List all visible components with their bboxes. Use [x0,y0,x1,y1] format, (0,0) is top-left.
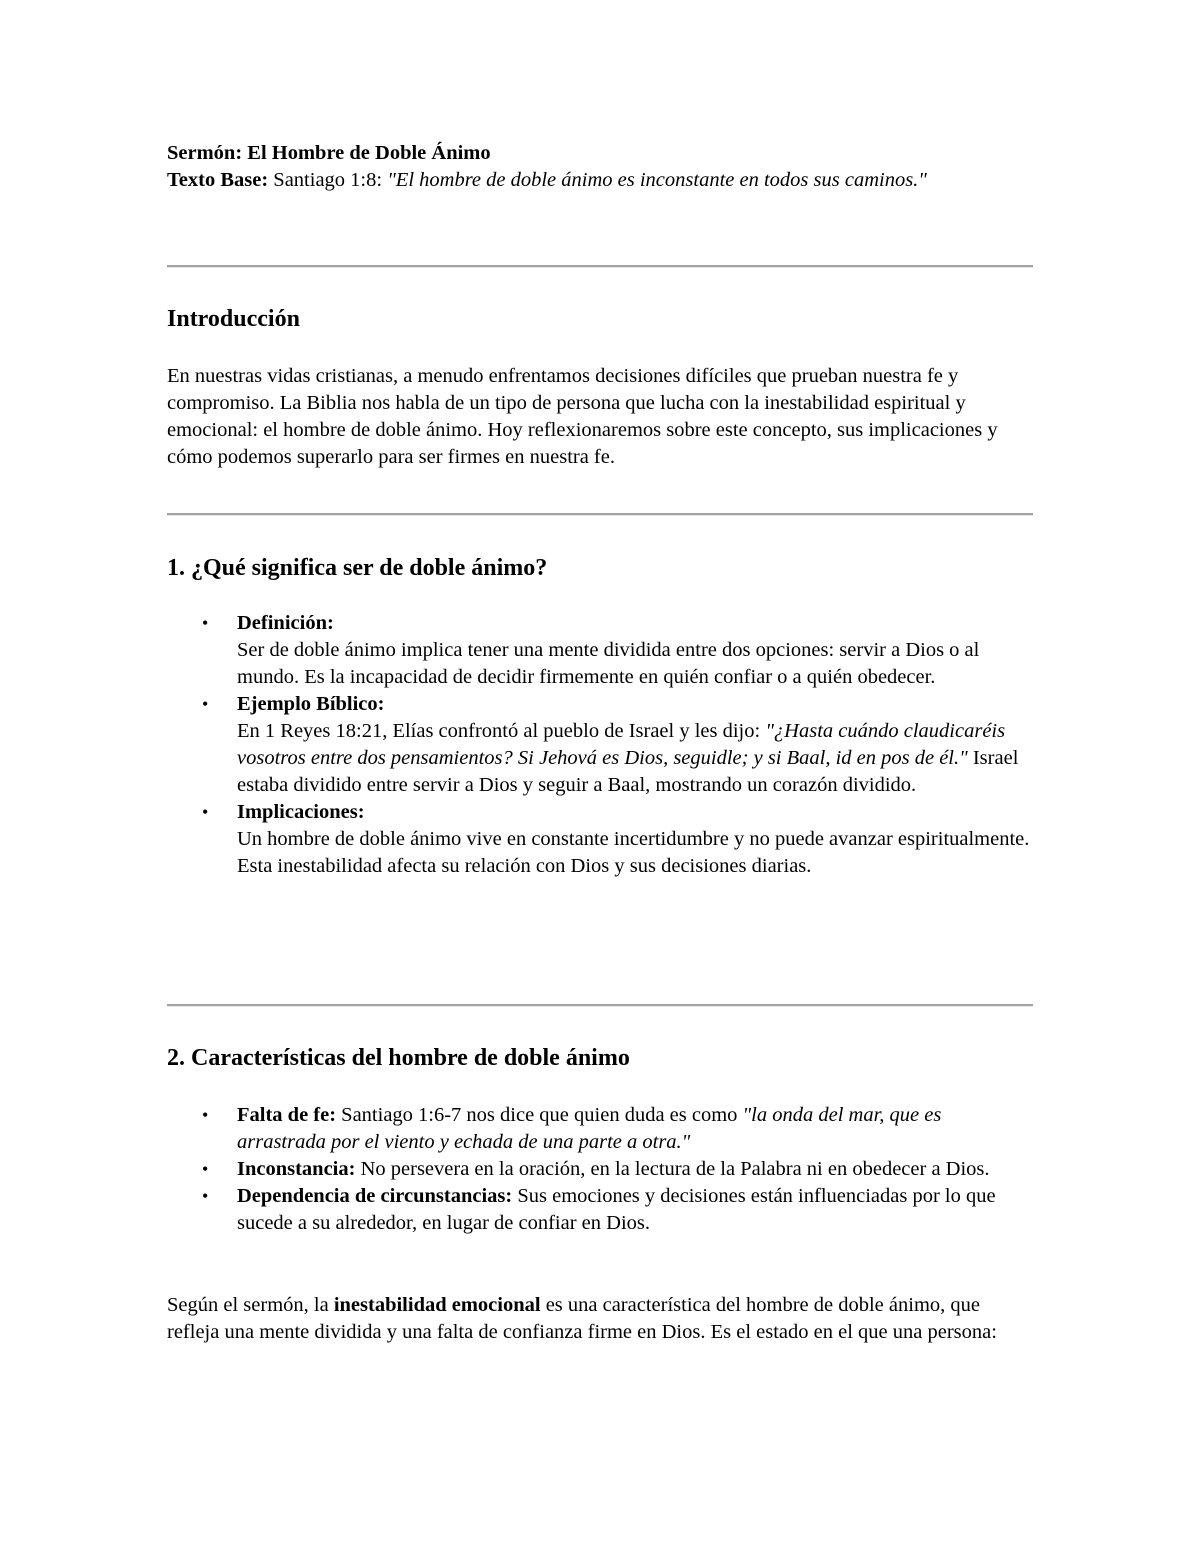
list-item-definicion [167,610,1035,691]
desc-ejemplo [237,718,1035,799]
desc-ejemplo-before: En 1 Reyes 18:21, Elías confrontó al pueblo de Israel y les dijo: [237,720,766,742]
bullet-icon: • [202,1186,209,1206]
sermon-title-label: Sermón: [167,142,243,164]
section1-heading: 1. ¿Qué significa ser de doble ánimo? [167,555,548,581]
list-item-inconstancia [167,1156,1035,1183]
section2-heading: 2. Características del hombre de doble ánimo [167,1045,630,1071]
bullet-icon: • [202,613,209,633]
section1-list [167,610,1035,880]
intro-paragraph: En nuestras vidas cristianas, a menudo enfrentamos decisiones difíciles que prueban nuestra fe y compromiso. La Biblia nos habla de un tipo de persona que lucha con la inestabilidad espiritual y emocional: el hombre de doble ánimo. Hoy reflexionaremos sobre este concepto, sus implicaciones y cómo podemos superarlo para ser firmes en nuestra fe. [167,365,998,468]
closing-bold: inestabilidad emocional [333,1294,541,1316]
closing-before: Según el sermón, la [167,1294,334,1316]
base-text-label: Texto Base: [167,169,269,191]
desc-implicaciones: Un hombre de doble ánimo vive en constante incertidumbre y no puede avanzar espiritualmente. Esta inestabilidad afecta su relación con Dios y sus decisiones diarias. [237,828,1030,877]
intro-heading: Introducción [167,306,300,332]
base-text-quote: "El hombre de doble ánimo es inconstante en todos sus caminos." [387,169,927,191]
sermon-title [167,140,1035,167]
base-text-reference: Santiago 1:8: [268,169,388,191]
sermon-title-text: El Hombre de Doble Ánimo [242,142,491,164]
section2-list [167,1102,1035,1237]
divider-2 [167,513,1033,516]
bullet-icon: • [202,1159,209,1179]
term-inconstancia: Inconstancia: [237,1158,356,1180]
desc-inconstancia: No persevera en la oración, en la lectura de la Palabra ni en obedecer a Dios. [355,1158,990,1180]
desc-falta-de-fe: Santiago 1:6-7 nos dice que quien duda es como [336,1104,743,1126]
closing-after: es una característica del hombre de doble ánimo, que refleja una mente dividida y una falta de confianza firme en Dios. Es el estado en el que una persona: [167,1294,997,1343]
list-item-ejemplo [167,691,1035,799]
desc-ejemplo-after: Israel estaba dividido entre servir a Dios y seguir a Baal, mostrando un corazón dividido. [237,747,1019,796]
base-text [167,167,1035,194]
term-definicion: Definición: [237,612,334,634]
term-ejemplo: Ejemplo Bíblico: [237,693,385,715]
term-dependencia: Dependencia de circunstancias: [237,1185,513,1207]
list-item-falta-de-fe [167,1102,1035,1156]
term-falta-de-fe: Falta de fe: [237,1104,337,1126]
closing-paragraph [167,1292,1035,1346]
bullet-icon: • [202,1105,209,1125]
divider-3 [167,1004,1033,1007]
desc-ejemplo-quote: "¿Hasta cuándo claudicaréis vosotros entre dos pensamientos? Si Jehová es Dios, seguidle; y si Baal, id en pos de él." [237,720,1006,769]
list-item-implicaciones [167,799,1035,880]
bullet-icon: • [202,694,209,714]
desc-falta-de-fe-quote: "la onda del mar, que es arrastrada por el viento y echada de una parte a otra." [237,1104,942,1153]
list-item-dependencia [167,1183,1035,1237]
sermon-header [167,140,1035,194]
term-implicaciones: Implicaciones: [237,801,365,823]
desc-dependencia: Sus emociones y decisiones están influenciadas por lo que sucede a su alrededor, en lugar de confiar en Dios. [237,1185,996,1234]
desc-definicion: Ser de doble ánimo implica tener una mente dividida entre dos opciones: servir a Dios o al mundo. Es la incapacidad de decidir firmemente en quién confiar o a quién obedecer. [237,639,980,688]
divider-1 [167,265,1033,268]
bullet-icon: • [202,802,209,822]
